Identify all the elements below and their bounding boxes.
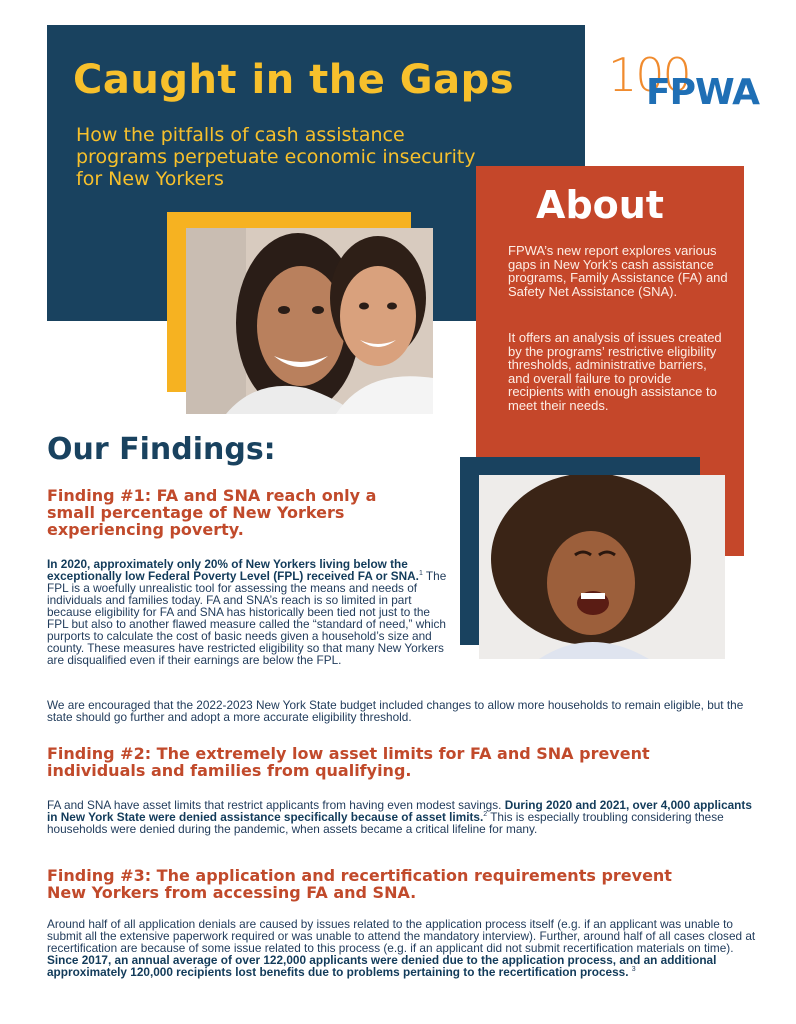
- about-heading: About: [536, 183, 664, 227]
- finding-2-text: FA and SNA have asset limits that restrict applicants from having even modest savings.: [47, 798, 505, 812]
- page-subtitle: How the pitfalls of cash assistance programs perpetuate economic insecurity for New Yorkers: [76, 124, 476, 190]
- finding-1-highlight: In 2020, approximately only 20% of New Yorkers living below the exceptionally low Federal Poverty Level (FPL) received FA or SNA.: [47, 557, 419, 583]
- laughing-child-illustration: [479, 475, 725, 659]
- footnote-2: 2: [483, 811, 488, 819]
- mother-child-illustration: [186, 228, 433, 414]
- laughing-child-photo: [479, 475, 725, 659]
- mother-child-photo: [186, 228, 433, 414]
- finding-2-highlight: During 2020 and 2021, over 4,000 applicants in New York State were denied assistance specifically because of asset limits.: [47, 798, 752, 824]
- logo-number: 100: [608, 48, 690, 102]
- finding-2-body: [47, 799, 762, 835]
- logo-name: FPWA: [646, 72, 759, 113]
- finding-3-text: Around half of all application denials are caused by issues related to the application process itself (e.g. if an applicant was unable to submit all the extensive paperwork required or was unable to attend the mandatory interview). Further, around half of all cases closed at recertification are because of some issue related to this process (e.g. if an applicant did not submit recertification materials on time).: [47, 917, 756, 955]
- finding-3-highlight: Since 2017, an annual average of over 122,000 applicants were denied due to the application process, and an additional approximately 120,000 recipients lost benefits due to problems pertaining to the recertification process.: [47, 953, 717, 979]
- finding-1-text: The FPL is a woefully unrealistic tool for assessing the means and needs of individuals and families today. FA and SNA’s reach is so limited in part because eligibility for FA and SNA has historically been tied not just to the FPL but also to another flawed measure called the “standard of need,” which purports to calculate the cost of basic needs given a household’s size and county. These measures have restricted eligibility so that many New Yorkers are disqualified even if their earnings are below the FPL.: [47, 569, 447, 667]
- about-paragraph-1: FPWA’s new report explores various gaps in New York’s cash assistance programs, Family Assistance (FA) and Safety Net Assistance (SNA).: [508, 243, 728, 299]
- finding-1-body: [47, 558, 447, 666]
- finding-1-followup: We are encouraged that the 2022-2023 New York State budget included changes to allow more households to remain eligible, but the state should go further and adopt a more accurate eligibility threshold.: [47, 698, 744, 724]
- fpwa-logo: [608, 48, 758, 118]
- page-title: Caught in the Gaps: [73, 57, 515, 103]
- findings-title: Our Findings:: [47, 432, 276, 467]
- finding-2-heading: Finding #2: The extremely low asset limits for FA and SNA prevent individuals and families from qualifying.: [47, 744, 650, 780]
- footnote-3: 3: [631, 966, 636, 974]
- finding-3-body: [47, 918, 762, 978]
- finding-1-heading: Finding #1: FA and SNA reach only a small percentage of New Yorkers experiencing poverty.: [47, 486, 377, 539]
- footnote-1: 1: [418, 570, 423, 578]
- finding-3-heading: Finding #3: The application and recertification requirements prevent New Yorkers from accessing FA and SNA.: [47, 866, 672, 902]
- about-paragraph-2: It offers an analysis of issues created by the programs’ restrictive eligibility thresholds, administrative barriers, and overall failure to provide recipients with enough assistance to meet their needs.: [508, 330, 722, 413]
- finding-2-text-2: This is especially troubling considering these households were denied during the pandemic, when assets became a critical lifeline for many.: [47, 810, 724, 836]
